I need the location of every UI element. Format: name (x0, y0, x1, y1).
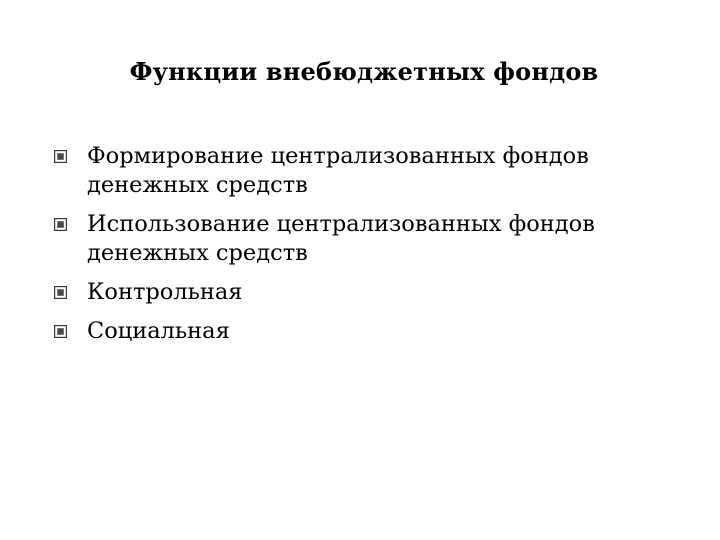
boxed-square-bullet-icon (54, 286, 67, 299)
boxed-square-bullet-icon (54, 150, 67, 163)
list-item (54, 210, 694, 268)
boxed-square-bullet-icon (54, 325, 67, 338)
list-item (54, 142, 694, 200)
bullet-text: Контрольная (87, 279, 243, 305)
list-item (54, 278, 694, 307)
boxed-square-bullet-icon (54, 218, 67, 231)
slide-title: Функции внебюджетных фондов (129, 57, 599, 86)
list-item (54, 317, 694, 346)
bullet-list (54, 142, 694, 356)
bullet-text: Использование централизованных фондов денежных средств (87, 211, 595, 266)
bullet-text: Социальная (87, 318, 230, 344)
bullet-text: Формирование централизованных фондов денежных средств (87, 143, 589, 198)
